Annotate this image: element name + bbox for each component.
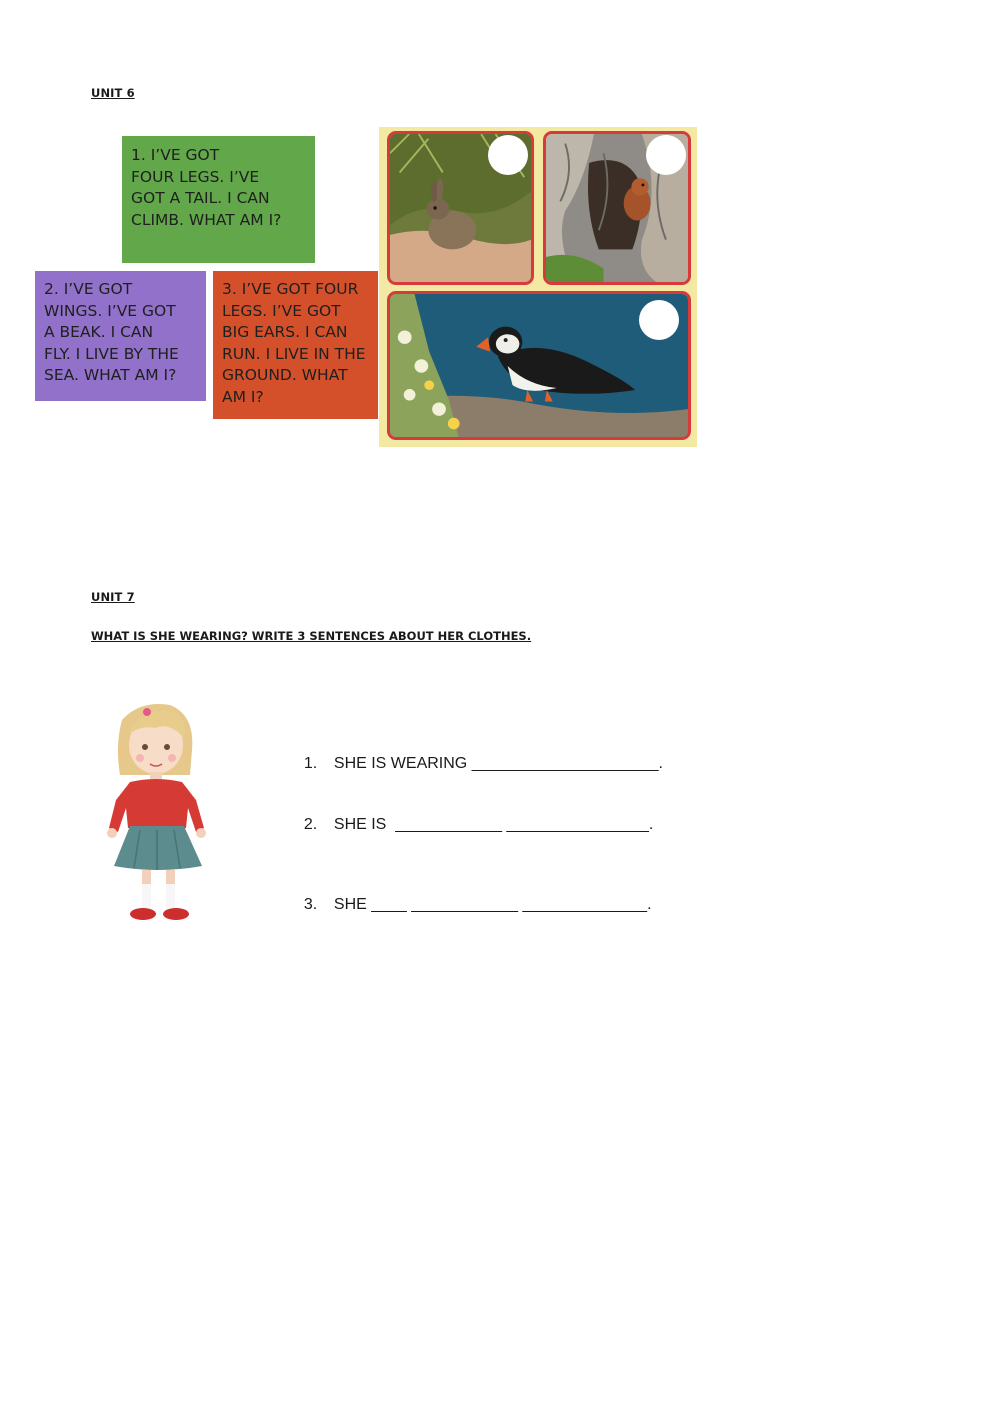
sentence-3[interactable] xyxy=(295,878,652,914)
girl-illustration xyxy=(100,700,225,930)
unit-7-heading: UNIT 7 xyxy=(91,590,135,604)
answer-circle[interactable] xyxy=(488,135,528,175)
instruction-text: WHAT IS SHE WEARING? WRITE 3 SENTENCES ABOUT HER CLOTHES. xyxy=(91,629,532,643)
puffin-photo xyxy=(387,291,691,440)
squirrel-photo xyxy=(543,131,691,285)
rabbit-photo xyxy=(387,131,534,285)
sentence-number: 3. xyxy=(303,896,318,913)
unit-6-heading: UNIT 6 xyxy=(91,86,135,100)
sentence-2[interactable] xyxy=(295,798,653,834)
sentence-1[interactable] xyxy=(295,737,663,773)
riddle-card-3: 3. I’VE GOT FOUR LEGS. I’VE GOT BIG EARS. I CAN RUN. I LIVE IN THE GROUND. WHAT AM I? xyxy=(213,271,378,419)
sentence-text: SHE ____ ____________ ______________. xyxy=(333,896,652,913)
animal-photo-board xyxy=(379,127,697,447)
sentence-number: 2. xyxy=(303,816,318,833)
riddle-card-2: 2. I’VE GOT WINGS. I’VE GOT A BEAK. I CAN FLY. I LIVE BY THE SEA. WHAT AM I? xyxy=(35,271,206,401)
sentence-text: SHE IS WEARING _____________________. xyxy=(333,755,663,772)
answer-circle[interactable] xyxy=(639,300,679,340)
riddle-card-1: 1. I’VE GOT FOUR LEGS. I’VE GOT A TAIL. I CAN CLIMB. WHAT AM I? xyxy=(122,136,315,263)
sentence-number: 1. xyxy=(303,755,318,772)
answer-circle[interactable] xyxy=(646,135,686,175)
sentence-text: SHE IS ____________ ________________. xyxy=(333,816,654,833)
